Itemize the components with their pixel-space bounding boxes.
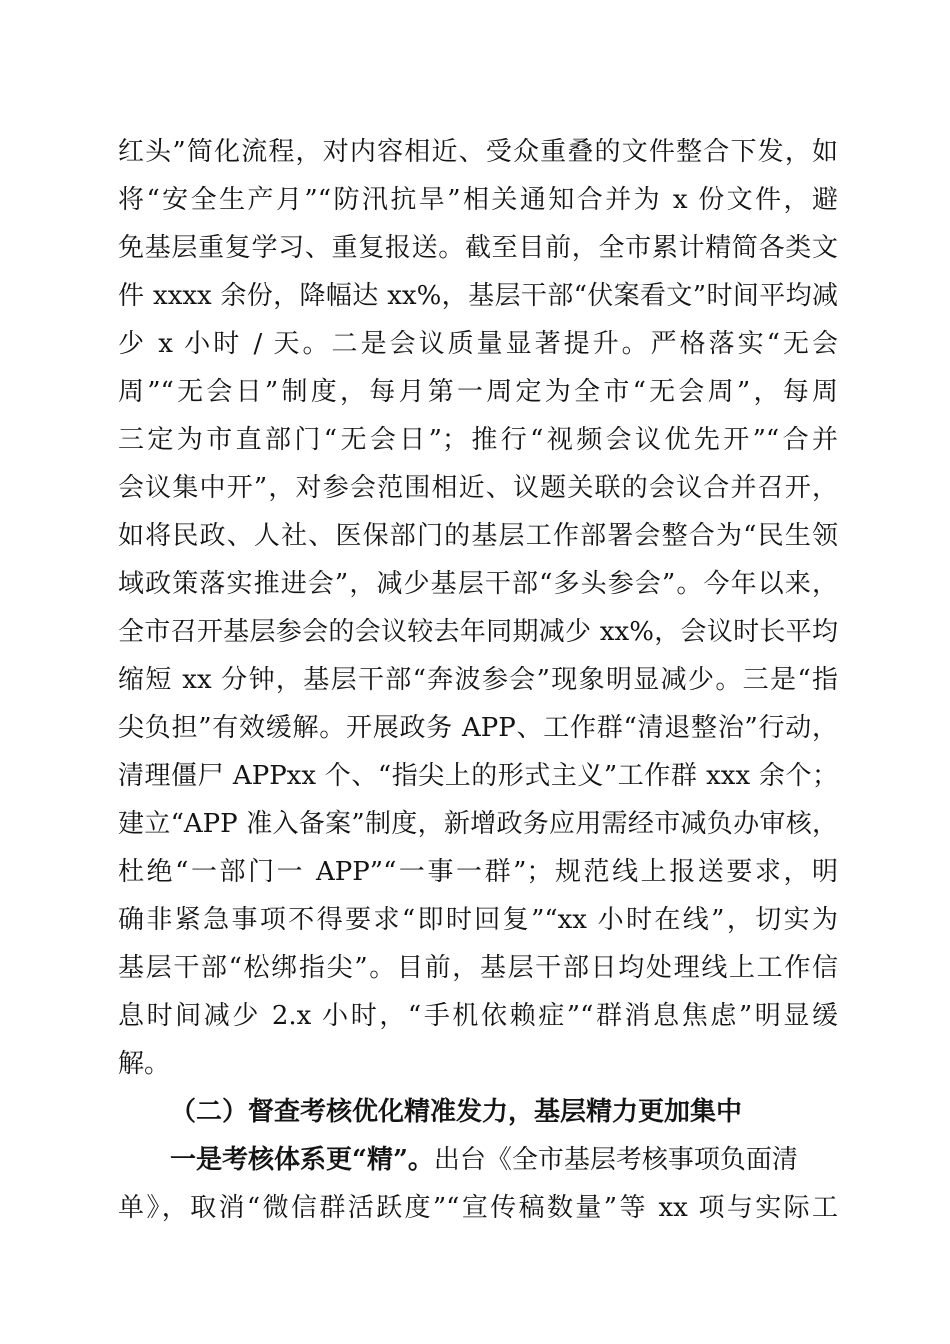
- body-line-1: 红头”简化流程，对内容相近、受众重叠的文件整合下发，如: [118, 137, 838, 167]
- body-line-10: 域政策落实推进会”，减少基层干部“多头参会”。今年以来，: [118, 569, 838, 599]
- body-line-4: 件 xxxx 余份，降幅达 xx%，基层干部“伏案看文”时间平均减: [118, 281, 838, 311]
- body-line-13: 尖负担”有效缓解。开展政务 APP、工作群“清退整治”行动，: [118, 713, 838, 743]
- body-line-7: 三定为市直部门“无会日”；推行“视频会议优先开”“合并: [118, 425, 838, 455]
- para2-bold-lead: 一是考核体系更“精”。: [170, 1145, 434, 1175]
- body-line-9: 如将民政、人社、医保部门的基层工作部署会整合为“民生领: [118, 521, 838, 551]
- body-line-16: 杜绝“一部门一 APP”“一事一群”；规范线上报送要求，明: [118, 857, 838, 887]
- para2-line-1-rest: 出台《全市基层考核事项负面清: [433, 1145, 798, 1175]
- body-line-20: 解。: [118, 1049, 171, 1079]
- body-line-18: 基层干部“松绑指尖”。目前，基层干部日均处理线上工作信: [118, 953, 838, 983]
- body-line-3: 免基层重复学习、重复报送。截至目前，全市累计精简各类文: [118, 233, 838, 263]
- body-line-11: 全市召开基层参会的会议较去年同期减少 xx%，会议时长平均: [118, 617, 838, 647]
- body-line-8: 会议集中开”，对参会范围相近、议题关联的会议合并召开，: [118, 473, 838, 503]
- body-line-12: 缩短 xx 分钟，基层干部“奔波参会”现象明显减少。三是“指: [118, 665, 838, 695]
- body-line-17: 确非紧急事项不得要求“即时回复”“xx 小时在线”，切实为: [118, 905, 838, 935]
- body-line-15: 建立“APP 准入备案”制度，新增政务应用需经市减负办审核，: [118, 809, 838, 839]
- document-body: [118, 128, 838, 1232]
- para2-line-1: [118, 1136, 838, 1184]
- body-line-6: 周”“无会日”制度，每月第一周定为全市“无会周”，每周: [118, 377, 838, 407]
- body-line-2: 将“安全生产月”“防汛抗旱”相关通知合并为 x 份文件，避: [118, 185, 838, 215]
- body-line-5: 少 x 小时 / 天。二是会议质量显著提升。严格落实“无会: [118, 329, 838, 359]
- section-heading: （二）督查考核优化精准发力，基层精力更加集中: [170, 1097, 743, 1127]
- body-line-19: 息时间减少 2.x 小时，“手机依赖症”“群消息焦虑”明显缓: [118, 1001, 838, 1031]
- body-line-14: 清理僵尸 APPxx 个、“指尖上的形式主义”工作群 xxx 余个；: [118, 761, 838, 791]
- para2-line-2: 单》，取消“微信群活跃度”“宣传稿数量”等 xx 项与实际工: [118, 1193, 838, 1223]
